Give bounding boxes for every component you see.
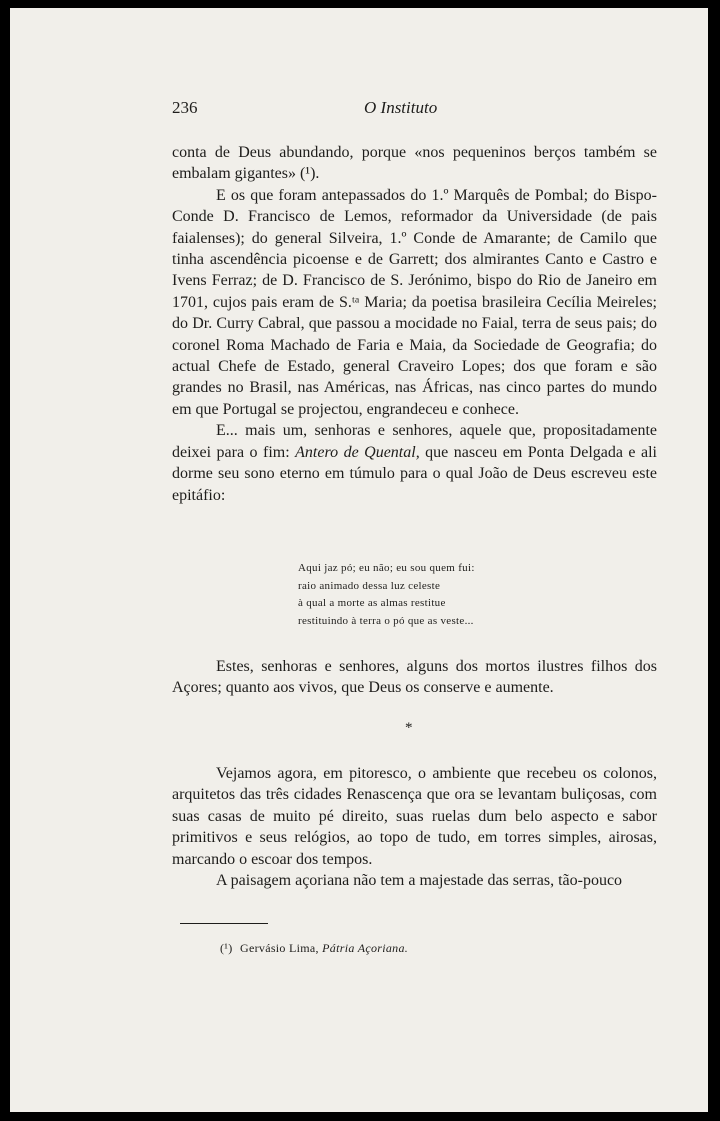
- body-text-top: [172, 142, 657, 506]
- poem-line: Aqui jaz pó; eu não; eu sou quem fui:: [298, 562, 475, 574]
- paragraph-3-text: E... mais um, senhoras e senhores, aquele que, propositadamente deixei para o fim:: [172, 422, 657, 461]
- page-number: 236: [172, 98, 198, 117]
- paragraph-3-rest: que nasceu em Ponta Delgada e ali dorme seu sono eterno em túmulo para o qual João de Deus escreveu este epitáfio:: [172, 443, 657, 504]
- poem-line: restituindo à terra o pó que as veste...: [298, 614, 474, 627]
- paragraph-3: [172, 420, 657, 506]
- antero-de-quental-name: Antero de Quental,: [295, 443, 420, 461]
- poem-line: à qual a morte as almas restitue: [298, 597, 446, 609]
- footnote-rule: [180, 923, 268, 924]
- paragraph-5: Vejamos agora, em pitoresco, o ambiente que recebeu os colonos, arquitetos das três cidades Renascença que ora se levantam buliçosas, com suas casas de muito pé direito, suas ruelas dum belo aspecto e sabor primitivos e seus relógios, ao topo de tudo, em torres simples, airosas, marcando o escoar dos tempos.: [172, 765, 657, 868]
- footnote-author: Gervásio Lima,: [240, 941, 323, 955]
- body-text-bottom: [172, 763, 657, 891]
- body-text-middle: [172, 656, 657, 699]
- epitaph-poem: [298, 560, 598, 630]
- poem-line: raio animado dessa luz celeste: [298, 579, 441, 592]
- paragraph-1: [172, 142, 657, 185]
- paragraph-6: A paisagem açoriana não tem a majestade das serras, tão-pouco: [216, 872, 623, 890]
- footnote: [220, 941, 409, 956]
- section-separator: *: [405, 720, 413, 736]
- paragraph-1-text: conta de Deus abundando, porque «nos pequeninos berços também se embalam gigantes»: [172, 144, 657, 183]
- footnote-marker: (¹): [220, 941, 233, 955]
- footnote-title: Pátria Açoriana.: [322, 941, 409, 955]
- running-title: O Instituto: [364, 98, 438, 117]
- paragraph-4: Estes, senhoras e senhores, alguns dos mortos ilustres filhos dos Açores; quanto aos vivos, que Deus os conserve e aumente.: [172, 658, 657, 697]
- book-page: [10, 8, 708, 1112]
- footnote-reference: (¹): [299, 165, 316, 183]
- paragraph-1-end: .: [315, 165, 320, 183]
- paragraph-2: E os que foram antepassados do 1.º Marquês de Pombal; do Bispo-Conde D. Francisco de Lemos, reformador da Universidade (de pais faialenses); do general Silveira, 1.º Conde de Amarante; de Camilo que tinha ascendência picoense e de Garrett; dos almirantes Canto e Castro e Ivens Ferraz; de D. Francisco de S. Jerónimo, bispo do Rio de Janeiro em 1701, cujos pais eram de S.ᵗᵃ Maria; da poetisa brasileira Cecília Meireles; do Dr. Curry Cabral, que passou a mocidade no Faial, terra de seus pais; do coronel Roma Machado de Faria e Maia, da Sociedade de Geografia; do actual Chefe de Estado, general Craveiro Lopes; dos que foram e são grandes no Brasil, nas Américas, nas Áfricas, nas cinco partes do mundo em que Portugal se projectou, engrandeceu e conhece.: [172, 186, 657, 418]
